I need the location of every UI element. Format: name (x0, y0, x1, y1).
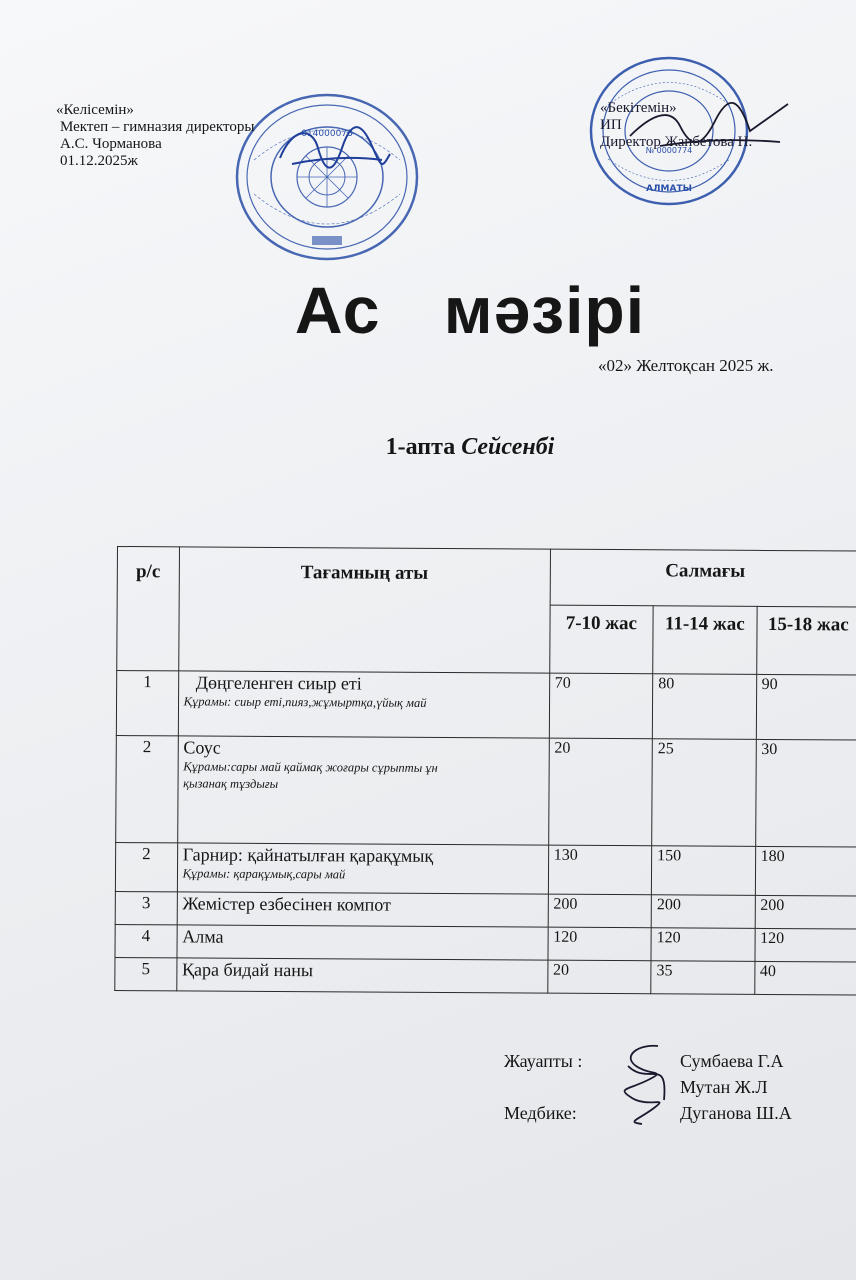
approval-left-date: 01.12.2025ж (60, 153, 138, 169)
dish-name: Жемістер езбесінен компот (182, 893, 392, 915)
row-num: 4 (115, 924, 177, 957)
table-row (115, 924, 856, 962)
approval-block-left (56, 102, 254, 170)
seal-number-text: 014000073 (301, 129, 353, 139)
weight-11-14: 25 (652, 739, 756, 847)
weight-15-18: 40 (754, 961, 856, 995)
dish-name: Гарнир: қайнатылған қарақұмық (182, 844, 434, 866)
week-label: 1-апта (385, 434, 456, 460)
header-dish-name: Тағамның аты (178, 547, 550, 673)
weight-15-18: 30 (755, 739, 856, 847)
row-num: 2 (116, 735, 178, 842)
ip-signature (620, 96, 790, 166)
row-dish (177, 892, 548, 927)
row-num: 3 (115, 891, 177, 924)
menu-date: «02» Желтоқсан 2025 ж. (598, 356, 774, 375)
dish-name: Соус (183, 737, 221, 758)
weight-7-10: 130 (548, 845, 652, 895)
row-dish (176, 958, 547, 993)
table-row (115, 957, 856, 995)
approval-right-name: Жанбетова Н. (664, 134, 753, 150)
weight-11-14: 80 (652, 674, 756, 740)
header-age-11-14: 11-14 жас (653, 606, 757, 675)
responsible-name-1: Сумбаева Г.А (680, 1051, 784, 1071)
row-dish (177, 843, 548, 894)
header-num: р/с (117, 547, 179, 671)
dish-composition: Құрамы: сиыр еті,пияз,жұмыртқа,үйық май (183, 694, 427, 710)
approval-right-org: ИП (600, 117, 622, 133)
header-age-15-18: 15-18 жас (756, 606, 856, 675)
table-row (116, 671, 856, 741)
table-row (115, 842, 856, 896)
row-num: 5 (115, 957, 177, 990)
approval-left-name: А.С. Чорманова (60, 136, 162, 152)
header-age-7-10: 7-10 жас (549, 605, 653, 674)
weight-15-18: 90 (756, 674, 856, 740)
page-title: Ас мәзірі (294, 273, 646, 347)
dish-name: Дөңгеленген сиыр еті (195, 672, 362, 694)
header-weight: Салмағы (550, 549, 856, 607)
dish-composition: Құрамы: қарақұмық,сары май (182, 866, 346, 882)
dish-name: Алма (182, 926, 224, 947)
weight-15-18: 120 (754, 928, 856, 962)
table-row (115, 891, 856, 929)
seal-city-text: АЛМАТЫ (646, 184, 692, 194)
responsible-name-2: Мутан Ж.Л (680, 1077, 768, 1097)
dish-composition: Құрамы:сары май қаймақ жоғары сұрыпты ұн қызанақ тұздығы (183, 759, 438, 791)
row-num: 2 (115, 842, 177, 891)
weight-11-14: 120 (651, 928, 755, 962)
approval-right-heading: «Бекітемін» (600, 100, 677, 116)
weight-7-10: 20 (548, 738, 652, 846)
weight-15-18: 180 (755, 846, 856, 896)
row-dish (178, 671, 549, 738)
menu-table (114, 546, 856, 996)
weight-7-10: 20 (547, 960, 651, 994)
row-num: 1 (116, 671, 178, 736)
responsible-signature (608, 1036, 688, 1126)
approval-left-heading: «Келісемін» (56, 102, 134, 118)
nurse-name: Дуганова Ш.А (680, 1103, 792, 1123)
weight-11-14: 150 (651, 846, 755, 896)
seal-number-text: № 0000774 (645, 146, 693, 155)
weight-7-10: 200 (548, 894, 652, 928)
responsible-label: Жауапты : (504, 1051, 583, 1071)
day-label: Сейсенбі (461, 434, 555, 460)
row-dish (177, 736, 549, 845)
nurse-label: Медбике: (504, 1103, 577, 1123)
table-row (116, 735, 856, 847)
weight-7-10: 70 (549, 673, 653, 739)
dish-name: Қара бидай наны (181, 959, 314, 981)
approval-left-position: Мектеп – гимназия директоры (60, 119, 255, 135)
weight-11-14: 35 (651, 961, 755, 995)
weight-15-18: 200 (755, 895, 856, 929)
weight-11-14: 200 (651, 895, 755, 929)
weight-7-10: 120 (548, 927, 652, 961)
approval-right-title: Директор (600, 134, 661, 150)
director-signature (272, 118, 392, 188)
week-day-heading (0, 434, 856, 461)
row-dish (177, 925, 548, 960)
